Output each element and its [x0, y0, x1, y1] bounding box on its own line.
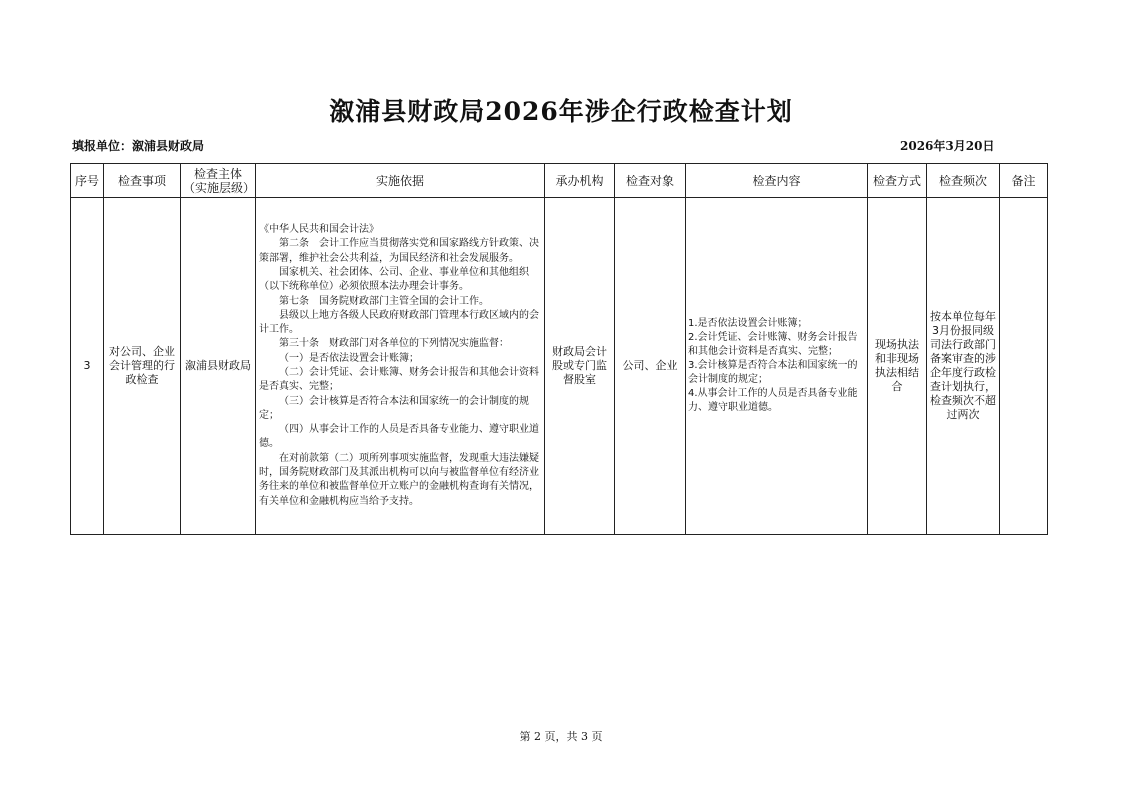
cell-seq: 3: [71, 198, 104, 535]
inspection-plan-table: [70, 163, 1048, 535]
header-frequency: 检查频次: [927, 164, 1000, 198]
basis-article-7: 第七条 国务院财政部门主管全国的会计工作。: [279, 295, 489, 307]
basis-article-30-item-1: （一）是否依法设置会计账簿；: [279, 352, 419, 364]
content-item-4: 4.从事会计工作的人员是否具备专业能力、遵守职业道德。: [688, 388, 858, 413]
basis-article-30-item-4: （四）从事会计工作的人员是否具备专业能力、遵守职业道德。: [259, 424, 539, 450]
reporting-unit: 填报单位：溆浦县财政局: [72, 139, 205, 153]
cell-basis: [256, 198, 545, 535]
document-title: 溆浦县财政局2026年涉企行政检查计划: [329, 97, 793, 126]
cell-subject: 溆浦县财政局: [181, 198, 256, 535]
header-content: 检查内容: [686, 164, 868, 198]
basis-article-2-para-2: 国家机关、社会团体、公司、企业、事业单位和其他组织（以下统称单位）必须依照本法办理会计事务。: [259, 266, 529, 293]
table-header-row: [71, 164, 1048, 198]
content-item-2: 2.会计凭证、会计账簿、财务会计报告和其他会计资料是否真实、完整；: [688, 332, 858, 357]
cell-target: 公司、企业: [615, 198, 686, 535]
basis-article-30-para-2: 在对前款第（二）项所列事项实施监督，发现重大违法嫌疑时，国务院财政部门及其派出机构可以向与被监督单位有经济业务往来的单位和被监督单位开立账户的金融机构查询有关情况，有关单位和金融机构应当给予支持。: [259, 452, 539, 507]
content-item-1: 1.是否依法设置会计账簿；: [688, 318, 808, 329]
basis-article-30: 第三十条 财政部门对各单位的下列情况实施监督：: [279, 338, 509, 350]
header-seq: 序号: [71, 164, 104, 198]
basis-article-30-item-2: （二）会计凭证、会计账簿、财务会计报告和其他会计资料是否真实、完整；: [259, 367, 539, 393]
table-row: [71, 198, 1048, 535]
cell-agency: 财政局会计股或专门监督股室: [545, 198, 615, 535]
header-remarks: 备注: [1000, 164, 1048, 198]
basis-law-title: 《中华人民共和国会计法》: [259, 224, 379, 236]
cell-frequency: 按本单位每年3月份报同级司法行政部门备案审查的涉企年度行政检查计划执行，检查频次不超过两次: [927, 198, 1000, 535]
basis-article-2: 第二条 会计工作应当贯彻落实党和国家路线方针政策、决策部署，维护社会公共利益，为国民经济和社会发展服务。: [259, 238, 539, 264]
header-agency: 承办机构: [545, 164, 615, 198]
header-target: 检查对象: [615, 164, 686, 198]
header-basis: 实施依据: [256, 164, 545, 198]
cell-content: [686, 198, 868, 535]
cell-remarks: [1000, 198, 1048, 535]
page-footer: 第 2 页，共 3 页: [519, 730, 603, 743]
basis-article-30-item-3: （三）会计核算是否符合本法和国家统一的会计制度的规定；: [259, 395, 529, 421]
cell-method: 现场执法和非现场执法相结合: [868, 198, 927, 535]
content-item-3: 3.会计核算是否符合本法和国家统一的会计制度的规定；: [688, 360, 858, 385]
header-method: 检查方式: [868, 164, 927, 198]
header-subject: 检查主体（实施层级）: [181, 164, 256, 198]
report-date: 2026年3月20日: [900, 139, 995, 153]
cell-item: 对公司、企业会计管理的行政检查: [104, 198, 181, 535]
header-item: 检查事项: [104, 164, 181, 198]
basis-article-7-para-2: 县级以上地方各级人民政府财政部门管理本行政区域内的会计工作。: [259, 309, 539, 336]
